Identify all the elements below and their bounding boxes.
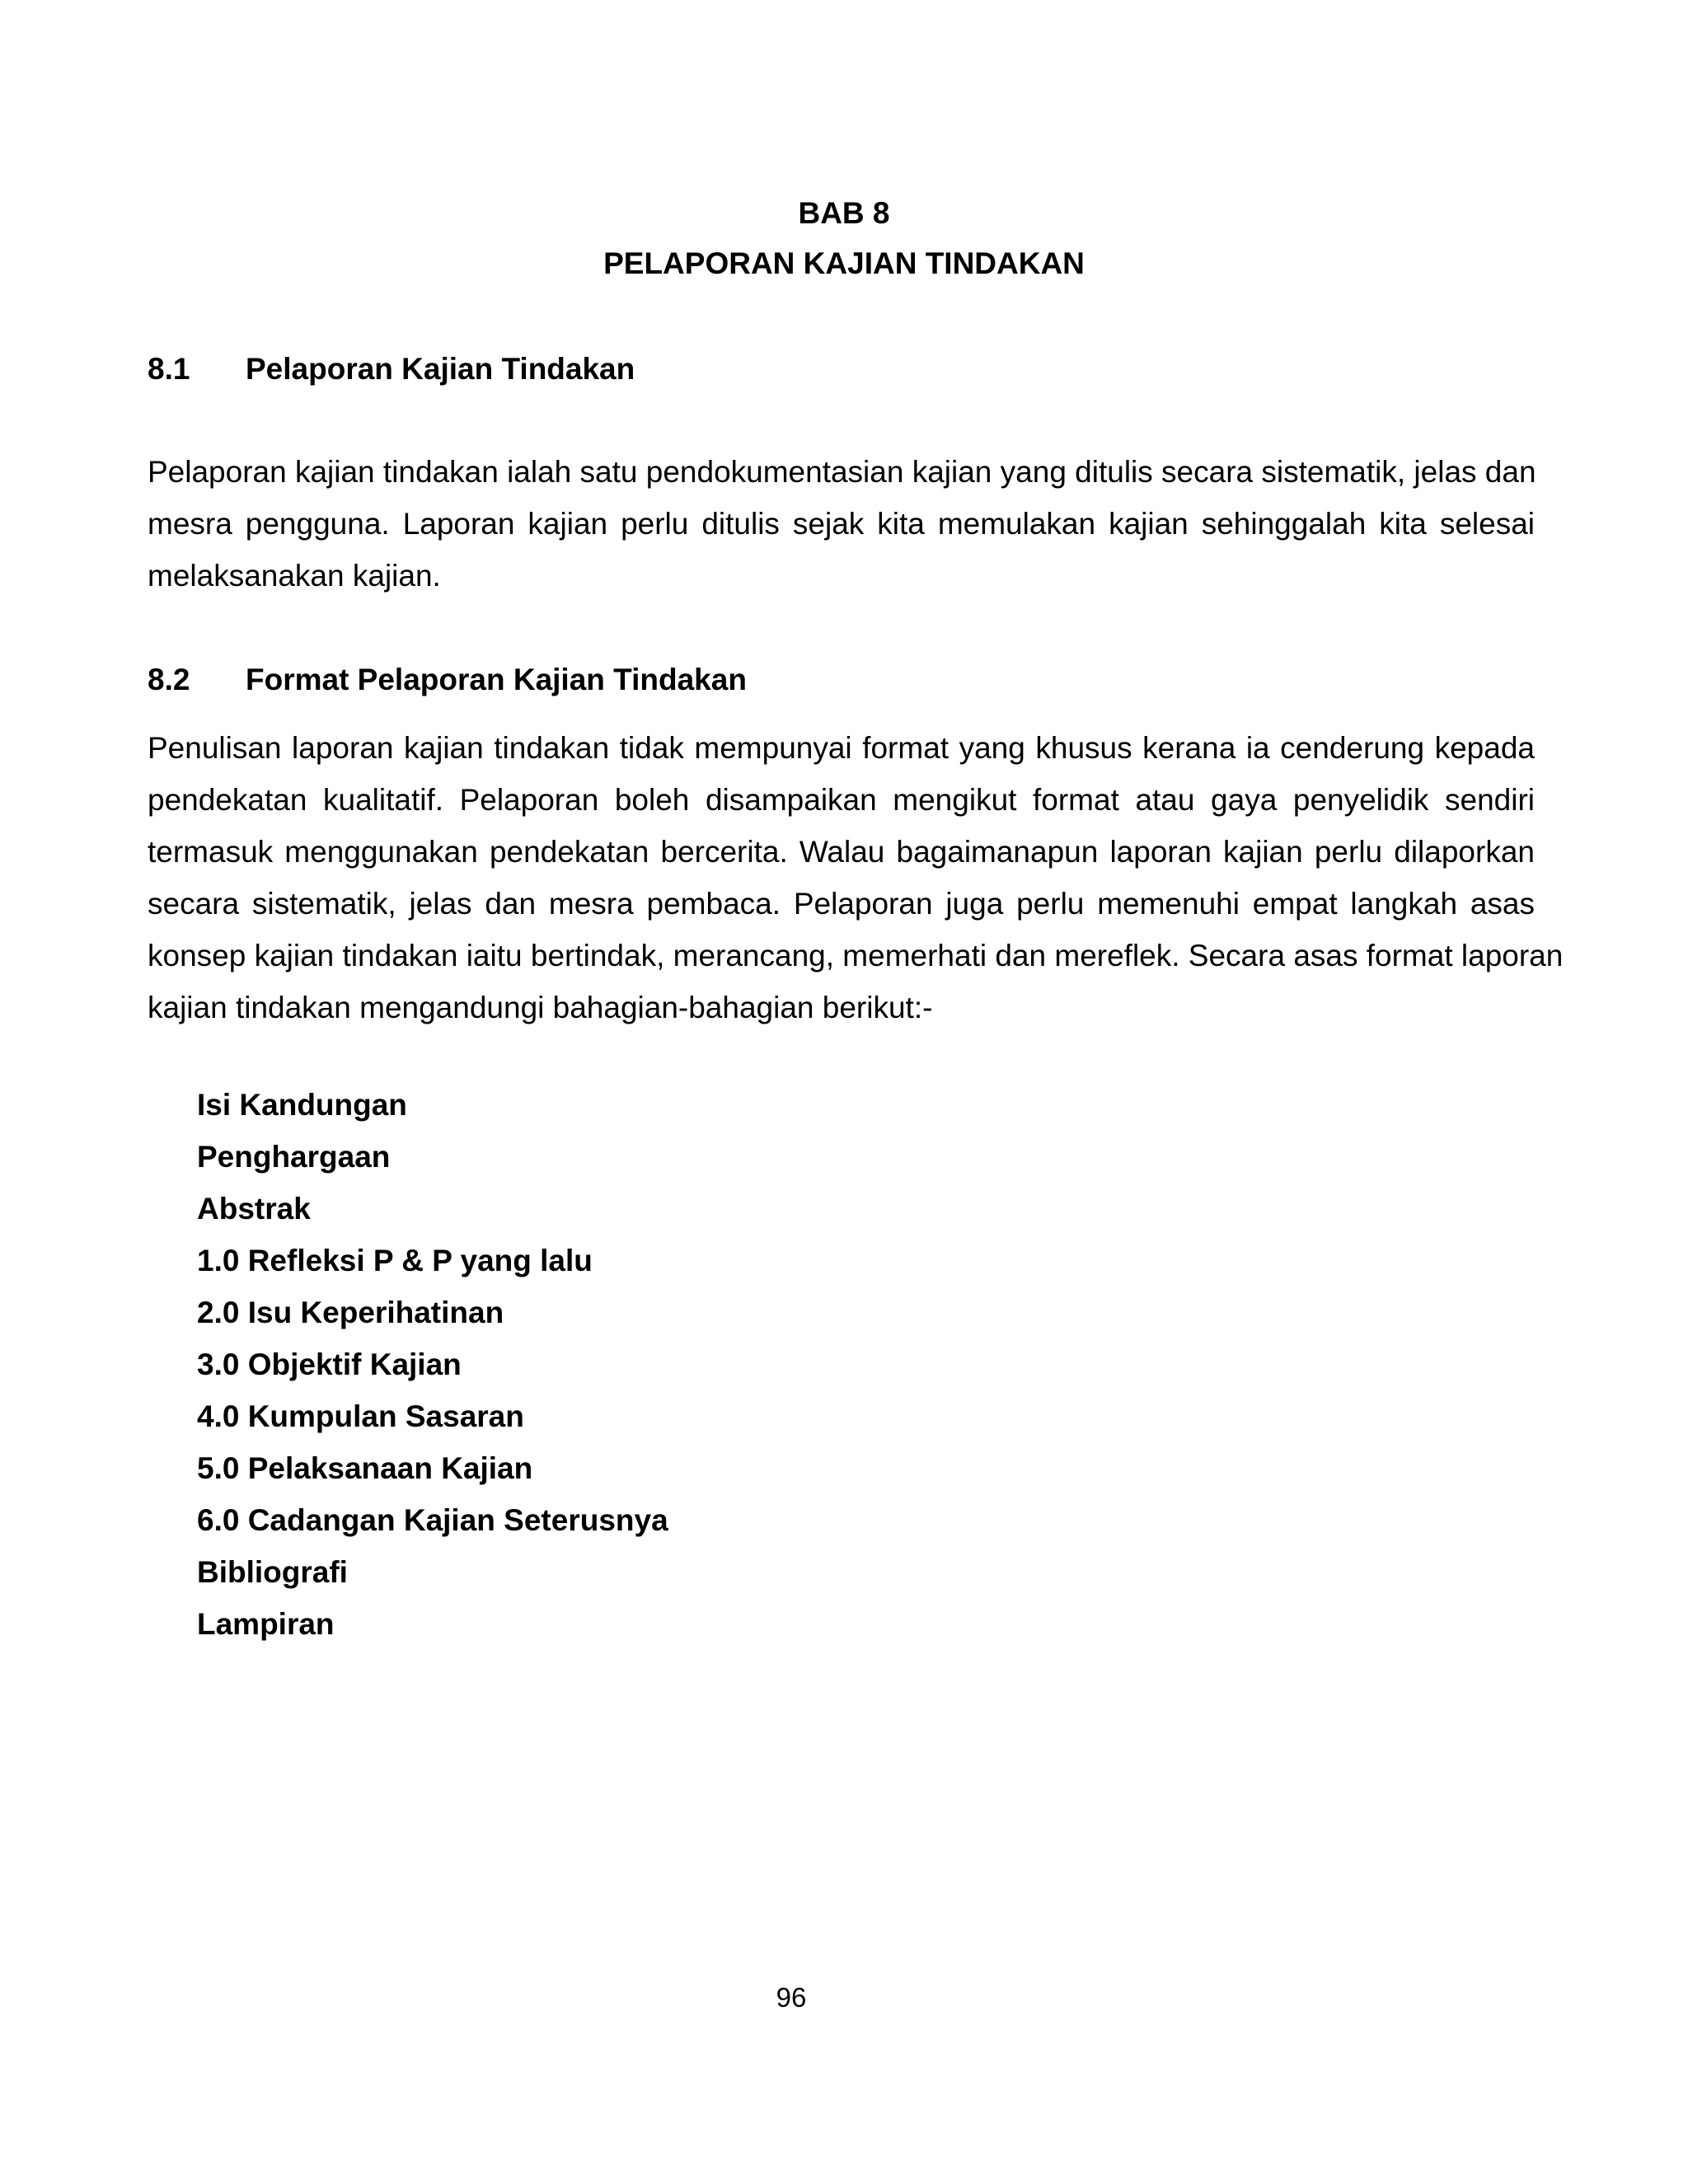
section-title: Format Pelaporan Kajian Tindakan <box>246 663 747 696</box>
list-item: 6.0 Cadangan Kajian Seterusnya <box>197 1503 668 1537</box>
list-item: 5.0 Pelaksanaan Kajian <box>197 1451 533 1485</box>
paragraph-line: termasuk menggunakan pendekatan bercerita. Walau bagaimanapun laporan kajian perlu dilaporkan <box>148 835 1535 869</box>
list-item: Bibliografi <box>197 1555 348 1589</box>
section-8-1-paragraph <box>148 446 1535 602</box>
section-number: 8.1 <box>148 352 190 386</box>
section-8-2-paragraph <box>148 722 1564 1033</box>
paragraph-line: Pelaporan kajian tindakan ialah satu pendokumentasian kajian yang ditulis secara sistematik, jelas dan <box>148 455 1536 489</box>
list-item: Abstrak <box>197 1192 311 1226</box>
chapter-number: BAB 8 <box>798 196 890 230</box>
list-item: 4.0 Kumpulan Sasaran <box>197 1399 524 1433</box>
paragraph-line: secara sistematik, jelas dan mesra pembaca. Pelaporan juga perlu memenuhi empat langkah asas <box>148 887 1535 921</box>
list-item: Lampiran <box>197 1607 335 1641</box>
paragraph-line: kajian tindakan mengandungi bahagian-bahagian berikut:- <box>148 991 933 1024</box>
section-heading-8-2 <box>148 662 747 698</box>
chapter-title: PELAPORAN KAJIAN TINDAKAN <box>603 246 1085 280</box>
page-number: 96 <box>776 1982 807 2013</box>
list-item: 1.0 Refleksi P & P yang lalu <box>197 1244 593 1277</box>
list-item: Penghargaan <box>197 1140 391 1174</box>
list-item: Isi Kandungan <box>197 1088 407 1122</box>
list-item: 2.0 Isu Keperihatinan <box>197 1296 504 1329</box>
paragraph-line: pendekatan kualitatif. Pelaporan boleh disampaikan mengikut format atau gaya penyelidik sendiri <box>148 783 1535 817</box>
paragraph-line: melaksanakan kajian. <box>148 559 441 593</box>
paragraph-line: Penulisan laporan kajian tindakan tidak mempunyai format yang khusus kerana ia cenderung kepada <box>148 731 1535 765</box>
section-number: 8.2 <box>148 663 190 696</box>
paragraph-line: mesra pengguna. Laporan kajian perlu ditulis sejak kita memulakan kajian sehinggalah kita selesai <box>148 507 1535 541</box>
list-item: 3.0 Objektif Kajian <box>197 1347 462 1381</box>
section-heading-8-1 <box>148 351 635 387</box>
section-title: Pelaporan Kajian Tindakan <box>246 352 635 386</box>
paragraph-line: konsep kajian tindakan iaitu bertindak, merancang, memerhati dan mereflek. Secara asas format laporan <box>148 939 1564 972</box>
report-parts-list <box>197 1079 668 1650</box>
